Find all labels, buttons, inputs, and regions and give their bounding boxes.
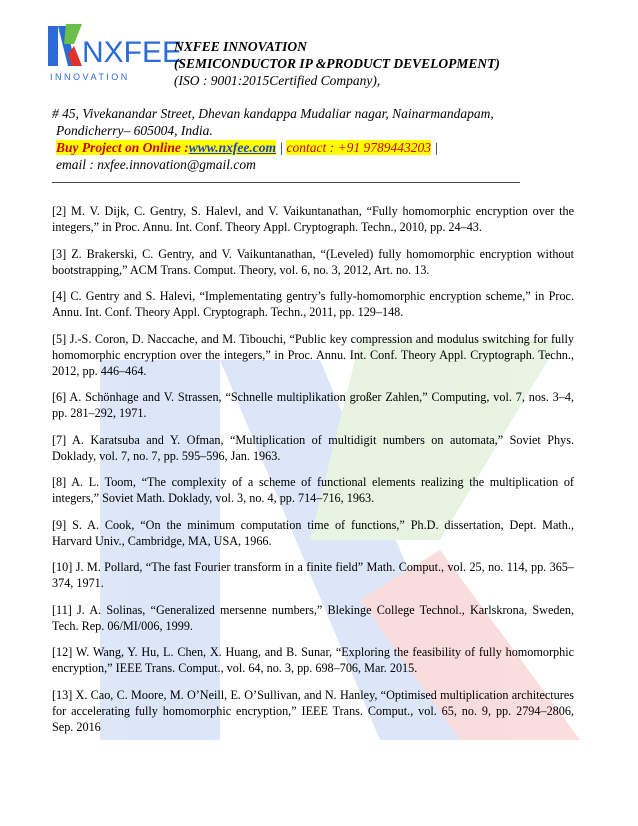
- separator-2: |: [430, 140, 439, 155]
- reference-item: [12] W. Wang, Y. Hu, L. Chen, X. Huang, and B. Sunar, “Exploring the feasibility of fully homomorphic encryption,” IEEE Trans. Comput., vol. 64, no. 3, pp. 698–706, Mar. 2015.: [52, 645, 574, 675]
- buy-label: Buy Project on Online :: [56, 140, 189, 155]
- header-divider: [52, 182, 520, 183]
- address-block: [52, 105, 612, 173]
- reference-item: [13] X. Cao, C. Moore, M. O’Neill, E. O’Sullivan, and N. Hanley, “Optimised multiplication architectures for accelerating fully homomorphic encryption,” IEEE Trans. Comput., vol. 65, no. 9, pp. 2794–2806, Sep. 2016: [52, 687, 574, 734]
- company-division: (SEMICONDUCTOR IP &PRODUCT DEVELOPMENT): [174, 56, 500, 71]
- company-certification: (ISO : 9001:2015Certified Company),: [174, 73, 381, 88]
- reference-item: [7] A. Karatsuba and Y. Ofman, “Multiplication of multidigit numbers on automata,” Soviet Phys. Doklady, vol. 7, no. 7, pp. 595–596, Jan. 1963.: [52, 432, 574, 463]
- logo-subtext: I N N O V A T I O N: [50, 72, 128, 82]
- reference-item: [6] A. Schönhage and V. Strassen, “Schnelle multiplikation großer Zahlen,” Computing, vol. 7, nos. 3–4, pp. 281–292, 1971.: [52, 390, 574, 420]
- company-logo: [46, 22, 183, 86]
- reference-list: [52, 203, 574, 745]
- separator-1: |: [276, 140, 287, 155]
- reference-item: [4] C. Gentry and S. Halevi, “Implementating gentry’s fully-homomorphic encryption scheme,” in Proc. Annu. Int. Conf. Theory Appl. Cryptograph. Techn., 2011, pp. 129–148.: [52, 289, 574, 319]
- reference-item: [10] J. M. Pollard, “The fast Fourier transform in a finite field” Math. Comput., vol. 25, no. 114, pp. 365–374, 1971.: [52, 560, 574, 590]
- company-name: NXFEE INNOVATION: [174, 39, 307, 54]
- logo-text: NXFEE: [82, 36, 183, 69]
- reference-item: [5] J.-S. Coron, D. Naccache, and M. Tibouchi, “Public key compression and modulus switching for fully homomorphic encryption over the integers,” in Proc. Annu. Int. Conf. Theory Appl. Cryptograph. Techn., 2012, pp. 446–464.: [52, 331, 574, 378]
- reference-item: [2] M. V. Dijk, C. Gentry, S. Halevl, and V. Vaikuntanathan, “Fully homomorphic encryption over the integers,” in Proc. Annu. Int. Conf. Theory Appl. Cryptograph. Techn., 2010, pp. 24–43.: [52, 204, 574, 234]
- email-line: email : nxfee.innovation@gmail.com: [56, 157, 256, 172]
- buy-online-highlight: [56, 140, 276, 155]
- address-line-2: Pondicherry– 605004, India.: [56, 123, 213, 138]
- company-info: [174, 38, 500, 89]
- address-line-1: # 45, Vivekanandar Street, Dhevan kandappa Mudaliar nagar, Nainarmandapam,: [52, 106, 494, 121]
- reference-item: [11] J. A. Solinas, “Generalized mersenne numbers,” Blekinge College Technol., Karlskrona, Sweden, Tech. Rep. 06/MI/006, 1999.: [52, 602, 574, 633]
- reference-item: [9] S. A. Cook, “On the minimum computation time of functions,” Ph.D. dissertation, Dept. Math., Harvard Univ., Cambridge, MA, USA, 1966.: [52, 517, 574, 548]
- website-link[interactable]: www.nxfee.com: [188, 140, 277, 155]
- contact-phone: contact : +91 9789443203: [286, 140, 431, 155]
- contact-line: [52, 139, 612, 156]
- reference-item: [8] A. L. Toom, “The complexity of a scheme of functional elements realizing the multiplication of integers,” Soviet Math. Doklady, vol. 3, no. 4, pp. 714–716, 1963.: [52, 475, 574, 505]
- reference-item: [3] Z. Brakerski, C. Gentry, and V. Vaikuntanathan, “(Leveled) fully homomorphic encryption without bootstrapping,” ACM Trans. Comput. Theory, vol. 6, no. 3, 2012, Art. no. 13.: [52, 246, 574, 277]
